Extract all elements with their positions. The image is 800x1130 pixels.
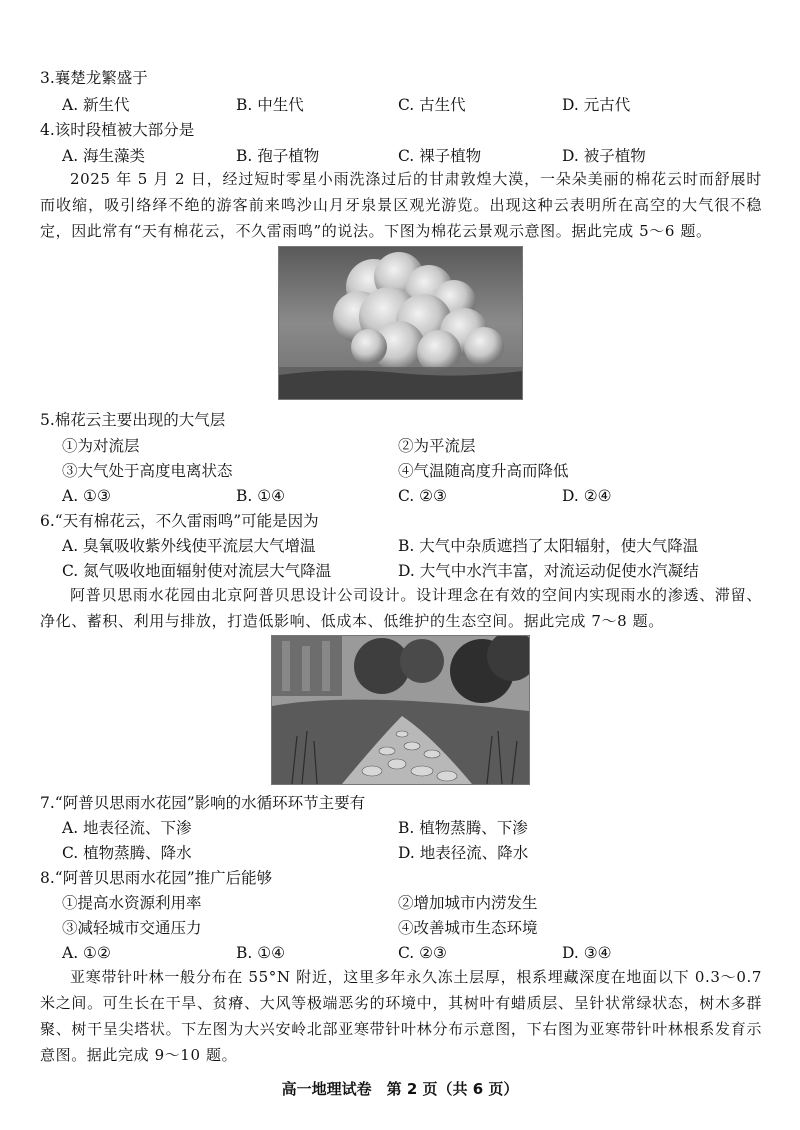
q7-option-a: A. 地表径流、下渗 (62, 819, 192, 837)
q6-option-b: B. 大气中杂质遮挡了太阳辐射，使大气降温 (398, 537, 699, 555)
cloud-image-icon (279, 247, 522, 399)
page-footer: 高一地理试卷 第 2 页（共 6 页） (281, 1080, 519, 1098)
q8-statement-2: ②增加城市内涝发生 (398, 894, 538, 912)
q3-option-b: B. 中生代 (236, 96, 304, 114)
q8-statement-4: ④改善城市生态环境 (398, 919, 538, 937)
q7-option-c: C. 植物蒸腾、降水 (62, 844, 192, 862)
q3-option-c: C. 古生代 (398, 96, 466, 114)
q8-option-d: D. ③④ (562, 944, 612, 962)
q7-option-d: D. 地表径流、降水 (398, 844, 529, 862)
question-3-stem: 3.襄楚龙繁盛于 (40, 69, 148, 87)
q4-option-d: D. 被子植物 (562, 147, 646, 165)
q5-statement-3: ③大气处于高度电离状态 (62, 462, 233, 480)
q5-option-a: A. ①③ (62, 487, 111, 505)
passage-cotton-clouds: 2025 年 5 月 2 日，经过短时零星小雨洗涤过后的甘肃敦煌大漠，一朵朵美丽的棉花云时而舒展时而收缩，吸引络绎不绝的游客前来鸣沙山月牙泉景区观光游览。出现这种云表明所在高空的大气很不稳定，因此常有“天有棉花云，不久雷雨鸣”的说法。下图为棉花云景观示意图。据此完成 5～6 题。 (40, 170, 762, 240)
cotton-cloud-photo (278, 246, 523, 400)
q6-option-a: A. 臭氧吸收紫外线使平流层大气增温 (62, 537, 316, 555)
q5-option-c: C. ②③ (398, 487, 447, 505)
rain-garden-photo (271, 635, 530, 785)
garden-image-icon (272, 636, 529, 784)
question-7-stem: 7.“阿普贝思雨水花园”影响的水循环环节主要有 (40, 794, 366, 812)
q8-statement-1: ①提高水资源利用率 (62, 894, 202, 912)
q7-option-b: B. 植物蒸腾、下渗 (398, 819, 528, 837)
q8-statement-3: ③减轻城市交通压力 (62, 919, 202, 937)
passage-boreal-forest: 亚寒带针叶林一般分布在 55°N 附近，这里多年永久冻土层厚，根系埋藏深度在地面以下 0.3～0.7 米之间。可生长在干旱、贫瘠、大风等极端恶劣的环境中，其树叶有蜡质层、呈针状常绿状态，树木多群聚、树干呈尖塔状。下左图为大兴安岭北部亚寒带针叶林分布示意图，下右图为亚寒带针叶林根系发育示意图。据此完成 9～10 题。 (40, 968, 762, 1064)
question-8-stem: 8.“阿普贝思雨水花园”推广后能够 (40, 869, 273, 887)
q5-option-b: B. ①④ (236, 487, 286, 505)
q5-statement-4: ④气温随高度升高而降低 (398, 462, 569, 480)
question-6-stem: 6.“天有棉花云，不久雷雨鸣”可能是因为 (40, 512, 319, 530)
q5-statement-1: ①为对流层 (62, 437, 140, 455)
question-4-stem: 4.该时段植被大部分是 (40, 121, 195, 139)
q5-statement-2: ②为平流层 (398, 437, 476, 455)
q4-option-a: A. 海生藻类 (62, 147, 146, 165)
q5-option-d: D. ②④ (562, 487, 612, 505)
q3-option-a: A. 新生代 (62, 96, 130, 114)
q6-option-d: D. 大气中水汽丰富，对流运动促使水汽凝结 (398, 562, 699, 580)
q8-option-a: A. ①② (62, 944, 111, 962)
passage-rain-garden: 阿普贝思雨水花园由北京阿普贝思设计公司设计。设计理念在有效的空间内实现雨水的渗透、滞留、净化、蓄积、利用与排放，打造低影响、低成本、低维护的生态空间。据此完成 7～8 题。 (40, 586, 762, 630)
q8-option-c: C. ②③ (398, 944, 447, 962)
q6-option-c: C. 氮气吸收地面辐射使对流层大气降温 (62, 562, 332, 580)
q4-option-b: B. 孢子植物 (236, 147, 320, 165)
question-5-stem: 5.棉花云主要出现的大气层 (40, 411, 226, 429)
q8-option-b: B. ①④ (236, 944, 286, 962)
q4-option-c: C. 裸子植物 (398, 147, 482, 165)
q3-option-d: D. 元古代 (562, 96, 631, 114)
